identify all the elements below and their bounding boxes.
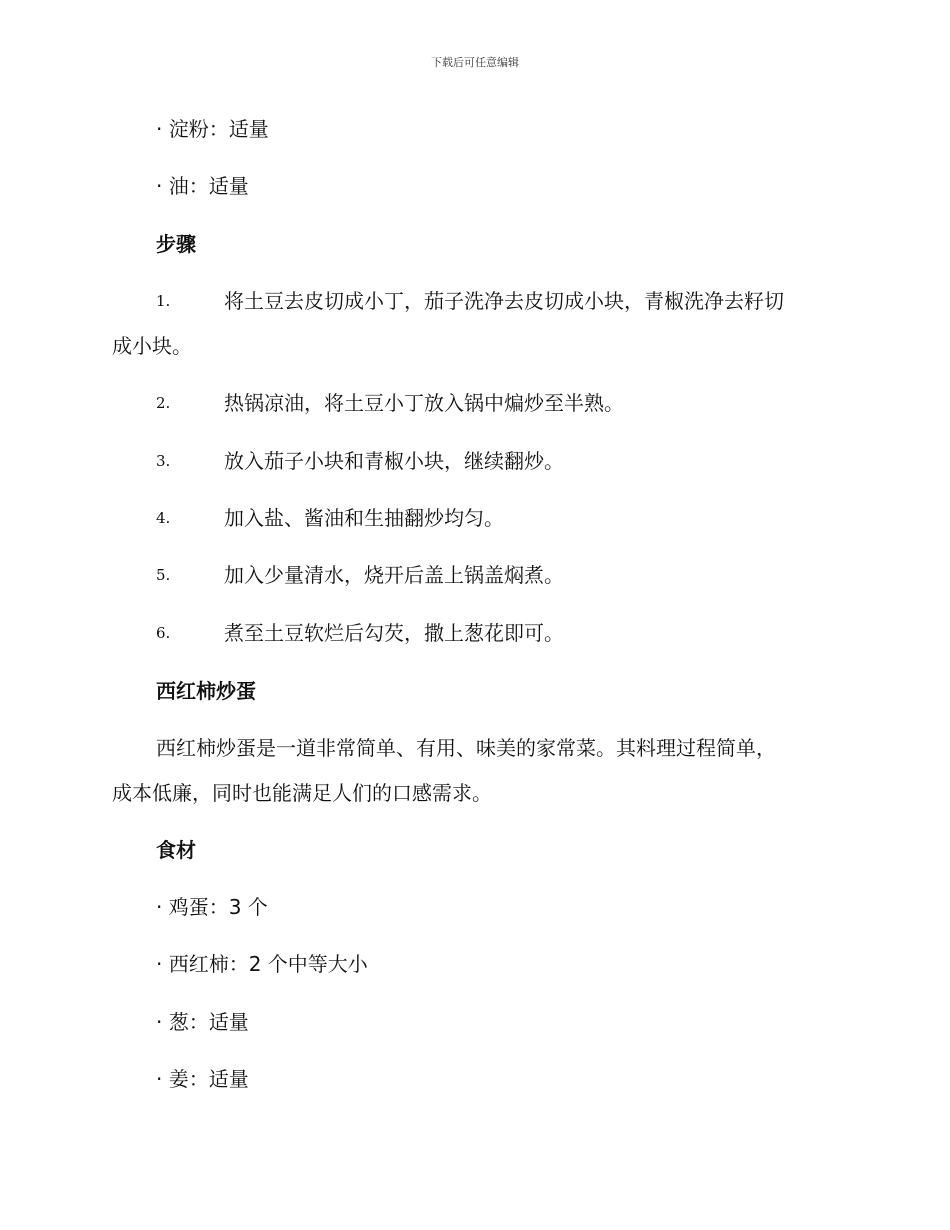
ingredient-tomato: · 西红柿：2 个中等大小 (156, 952, 368, 976)
step-text-4: 加入盐、酱油和生抽翻炒均匀。 (224, 506, 504, 530)
ingredient-egg: · 鸡蛋：3 个 (156, 895, 268, 919)
ingredient-ginger: · 姜：适量 (156, 1067, 249, 1091)
step-text-2: 热锅凉油，将土豆小丁放入锅中煸炒至半熟。 (224, 391, 624, 415)
recipe-intro-line-2: 成本低廉，同时也能满足人们的口感需求。 (112, 781, 492, 805)
ingredient-scallion: · 葱：适量 (156, 1010, 249, 1034)
step-number-6: 6. (156, 624, 171, 642)
step-number-4: 4. (156, 509, 171, 527)
ingredient-oil: · 油：适量 (156, 174, 249, 198)
header-note: 下载后可任意编辑 (431, 56, 519, 69)
step-number-1: 1. (156, 292, 171, 310)
steps-heading: 步骤 (156, 232, 196, 256)
ingredient-starch: · 淀粉：适量 (156, 117, 269, 141)
step-text-3: 放入茄子小块和青椒小块，继续翻炒。 (224, 449, 564, 473)
recipe-intro-line-1: 西红柿炒蛋是一道非常简单、有用、味美的家常菜。其料理过程简单， (156, 736, 776, 760)
step-text-6: 煮至土豆软烂后勾芡，撒上葱花即可。 (224, 621, 564, 645)
step-number-5: 5. (156, 566, 171, 584)
ingredients-heading: 食材 (156, 838, 196, 862)
step-number-3: 3. (156, 452, 171, 470)
recipe-title: 西红柿炒蛋 (156, 679, 256, 703)
step-text-1-continued: 成小块。 (112, 334, 192, 358)
step-text-5: 加入少量清水，烧开后盖上锅盖焖煮。 (224, 563, 564, 587)
step-number-2: 2. (156, 394, 171, 412)
step-text-1: 将土豆去皮切成小丁，茄子洗净去皮切成小块，青椒洗净去籽切 (224, 289, 784, 313)
